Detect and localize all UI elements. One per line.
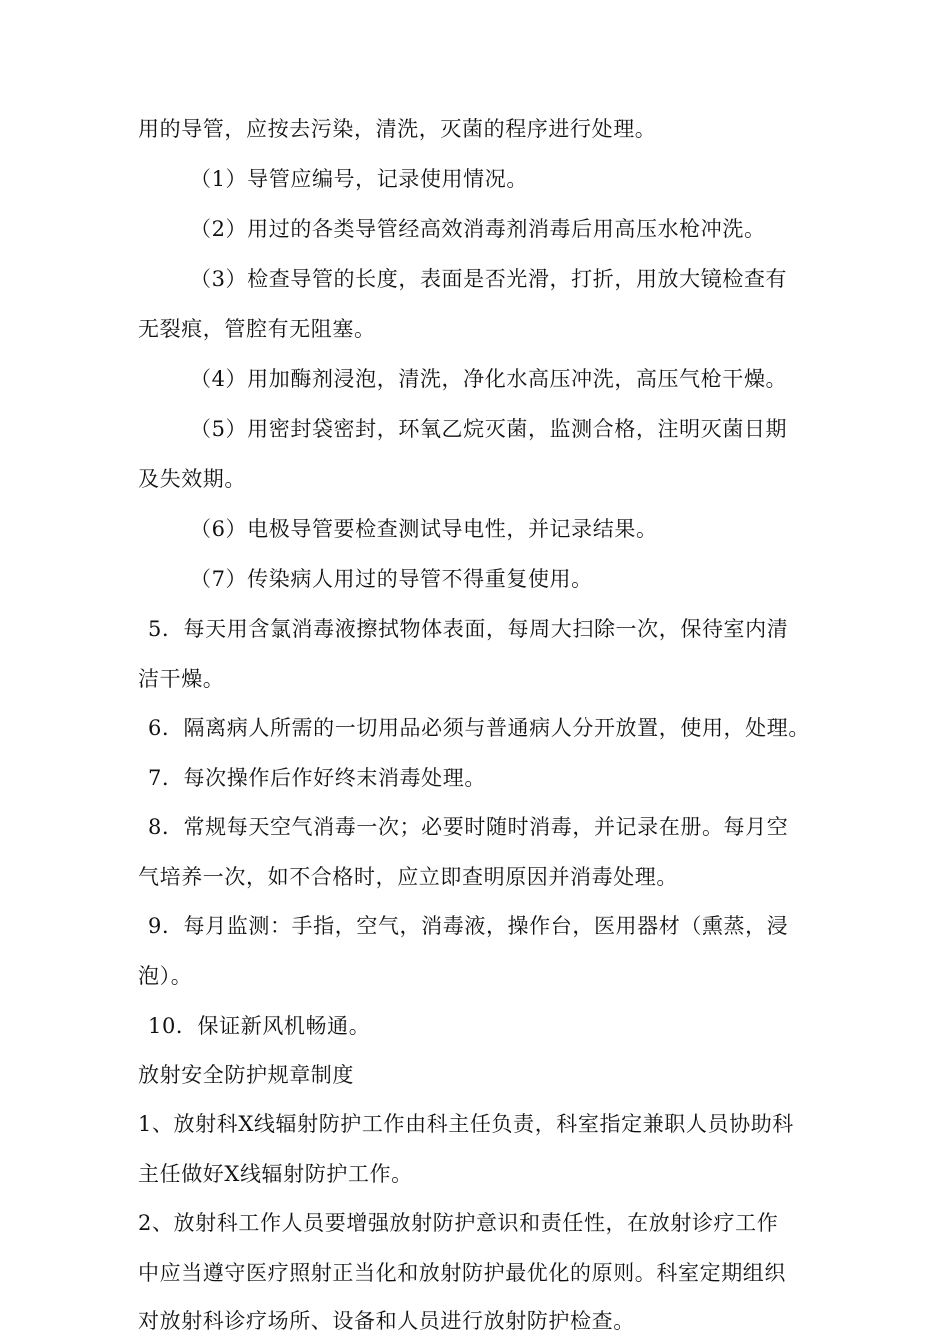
text-line: 及失效期。 xyxy=(138,467,246,491)
text-line: （1）导管应编号，记录使用情况。 xyxy=(190,167,528,191)
text-line: 主任做好X线辐射防护工作。 xyxy=(138,1162,413,1186)
text-line: 中应当遵守医疗照射正当化和放射防护最优化的原则。科室定期组织 xyxy=(138,1261,786,1285)
text-line: 9．每月监测：手指，空气，消毒液，操作台，医用器材（熏蒸，浸 xyxy=(148,914,789,938)
text-line: 对放射科诊疗场所、设备和人员进行放射防护检查。 xyxy=(138,1309,635,1333)
text-line: 8．常规每天空气消毒一次；必要时随时消毒，并记录在册。每月空 xyxy=(148,815,789,839)
text-line: （4）用加酶剂浸泡，清洗，净化水高压冲洗，高压气枪干燥。 xyxy=(190,367,788,391)
text-line: 1、放射科X线辐射防护工作由科主任负责，科室指定兼职人员协助科 xyxy=(138,1112,794,1136)
text-line: 2、放射科工作人员要增强放射防护意识和责任性，在放射诊疗工作 xyxy=(138,1211,779,1235)
text-line: 用的导管，应按去污染，清洗，灭菌的程序进行处理。 xyxy=(138,117,657,141)
text-line: 无裂痕，管腔有无阻塞。 xyxy=(138,317,376,341)
text-line: （2）用过的各类导管经高效消毒剂消毒后用高压水枪冲洗。 xyxy=(190,217,766,241)
text-line: 5．每天用含氯消毒液擦拭物体表面，每周大扫除一次，保待室内清 xyxy=(148,617,789,641)
text-line: （5）用密封袋密封，环氧乙烷灭菌，监测合格，注明灭菌日期 xyxy=(190,417,788,441)
text-line: （3）检查导管的长度，表面是否光滑，打折，用放大镜检查有 xyxy=(190,267,788,291)
text-line: 洁干燥。 xyxy=(138,667,225,691)
text-line: 6．隔离病人所需的一切用品必须与普通病人分开放置，使用，处理。 xyxy=(148,716,810,740)
text-line: 10．保证新风机畅通。 xyxy=(148,1014,371,1038)
section-heading: 放射安全防护规章制度 xyxy=(138,1063,354,1087)
text-line: （6）电极导管要检查测试导电性，并记录结果。 xyxy=(190,517,658,541)
text-line: 泡）。 xyxy=(138,964,193,988)
text-line: 气培养一次，如不合格时，应立即查明原因并消毒处理。 xyxy=(138,865,678,889)
text-line: 7．每次操作后作好终末消毒处理。 xyxy=(148,766,486,790)
text-line: （7）传染病人用过的导管不得重复使用。 xyxy=(190,567,593,591)
